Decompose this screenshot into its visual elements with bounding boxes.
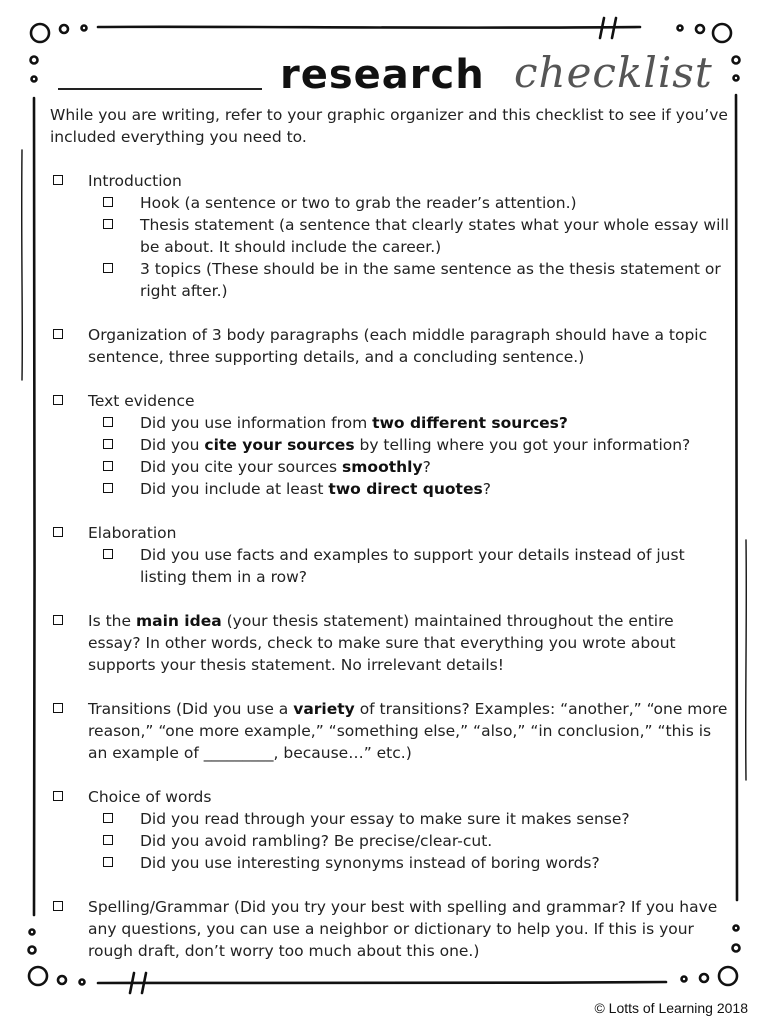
checkbox-icon[interactable]: [53, 175, 63, 185]
checklist-subitem: [88, 852, 730, 874]
checklist-item: [50, 324, 730, 368]
checklist-subitem-text: Did you include at least two direct quotes?: [140, 480, 491, 498]
checklist-subitem: [88, 456, 730, 478]
checklist-subitem: [88, 478, 730, 500]
checklist-subitem-text: Did you read through your essay to make sure it makes sense?: [140, 810, 630, 828]
checkbox-icon[interactable]: [103, 549, 113, 559]
title-research: research: [280, 52, 485, 98]
checklist-item-text: Is the main idea (your thesis statement) maintained throughout the entire essay? In other words, check to make sure that everything you wrote about supports your thesis statement. No irrelevant details!: [88, 612, 676, 674]
checkbox-icon[interactable]: [103, 219, 113, 229]
checklist-subitem-text: Did you cite your sources by telling where you got your information?: [140, 436, 691, 454]
checklist-subitem-text: Thesis statement (a sentence that clearly states what your whole essay will be about. It should include the career.): [140, 216, 729, 256]
checklist-subitem: [88, 830, 730, 852]
checkbox-icon[interactable]: [103, 483, 113, 493]
checklist-item-text: Text evidence: [88, 392, 195, 410]
checkbox-icon[interactable]: [103, 857, 113, 867]
checkbox-icon[interactable]: [103, 417, 113, 427]
checklist-item-text: Organization of 3 body paragraphs (each middle paragraph should have a topic sentence, three supporting details, and a concluding sentence.): [88, 326, 708, 366]
checklist-item-text: Transitions (Did you use a variety of transitions? Examples: “another,” “one more reason,” “one more example,” “something else,” “also,” “in conclusion,” “this is an example of _________, because…” etc.): [88, 700, 728, 762]
title-checklist: checklist: [514, 48, 713, 97]
checkbox-icon[interactable]: [53, 791, 63, 801]
checklist-subitem-text: Did you cite your sources smoothly?: [140, 458, 431, 476]
checkbox-icon[interactable]: [103, 197, 113, 207]
checklist-items: [50, 170, 730, 962]
checklist-subitem-text: Did you avoid rambling? Be precise/clear-cut.: [140, 832, 493, 850]
checklist-item-text: Introduction: [88, 172, 182, 190]
checklist-subitem-text: Did you use information from two different sources?: [140, 414, 568, 432]
checklist-item: [50, 896, 730, 962]
name-blank-line: [58, 88, 262, 90]
checkbox-icon[interactable]: [53, 615, 63, 625]
checklist-item-text: Spelling/Grammar (Did you try your best with spelling and grammar? If you have any questions, you can use a neighbor or dictionary to help you. If this is your rough draft, don’t worry too much about this one.): [88, 898, 718, 960]
checklist-item-text: Choice of words: [88, 788, 212, 806]
checklist-item: [50, 522, 730, 588]
checkbox-icon[interactable]: [53, 527, 63, 537]
checklist-subitem: [88, 412, 730, 434]
intro-paragraph: While you are writing, refer to your graphic organizer and this checklist to see if you’ve included everything you need to.: [50, 106, 728, 146]
checklist-content: [50, 104, 730, 984]
checklist-subitem-text: Did you use interesting synonyms instead of boring words?: [140, 854, 600, 872]
checklist-item: [50, 390, 730, 500]
checkbox-icon[interactable]: [103, 439, 113, 449]
checkbox-icon[interactable]: [53, 395, 63, 405]
checklist-subitem: [88, 434, 730, 456]
checklist-subitem-text: Hook (a sentence or two to grab the reader’s attention.): [140, 194, 577, 212]
checklist-subitem-text: 3 topics (These should be in the same sentence as the thesis statement or right after.): [140, 260, 721, 300]
checkbox-icon[interactable]: [103, 813, 113, 823]
copyright-text: © Lotts of Learning 2018: [594, 1000, 748, 1016]
checkbox-icon[interactable]: [103, 263, 113, 273]
checklist-item: [50, 610, 730, 676]
checklist-subitem: [88, 214, 730, 258]
checklist-item-text: Elaboration: [88, 524, 177, 542]
checklist-subitem: [88, 258, 730, 302]
checklist-subitem: [88, 808, 730, 830]
checklist-subitem-text: Did you use facts and examples to support your details instead of just listing them in a row?: [140, 546, 685, 586]
checkbox-icon[interactable]: [103, 461, 113, 471]
checklist-item: [50, 170, 730, 302]
checklist-subitem: [88, 192, 730, 214]
checklist-item: [50, 698, 730, 764]
checklist-item: [50, 786, 730, 874]
checkbox-icon[interactable]: [53, 329, 63, 339]
checklist-subitem: [88, 544, 730, 588]
checkbox-icon[interactable]: [103, 835, 113, 845]
title-row: [0, 48, 768, 108]
checkbox-icon[interactable]: [53, 901, 63, 911]
checkbox-icon[interactable]: [53, 703, 63, 713]
